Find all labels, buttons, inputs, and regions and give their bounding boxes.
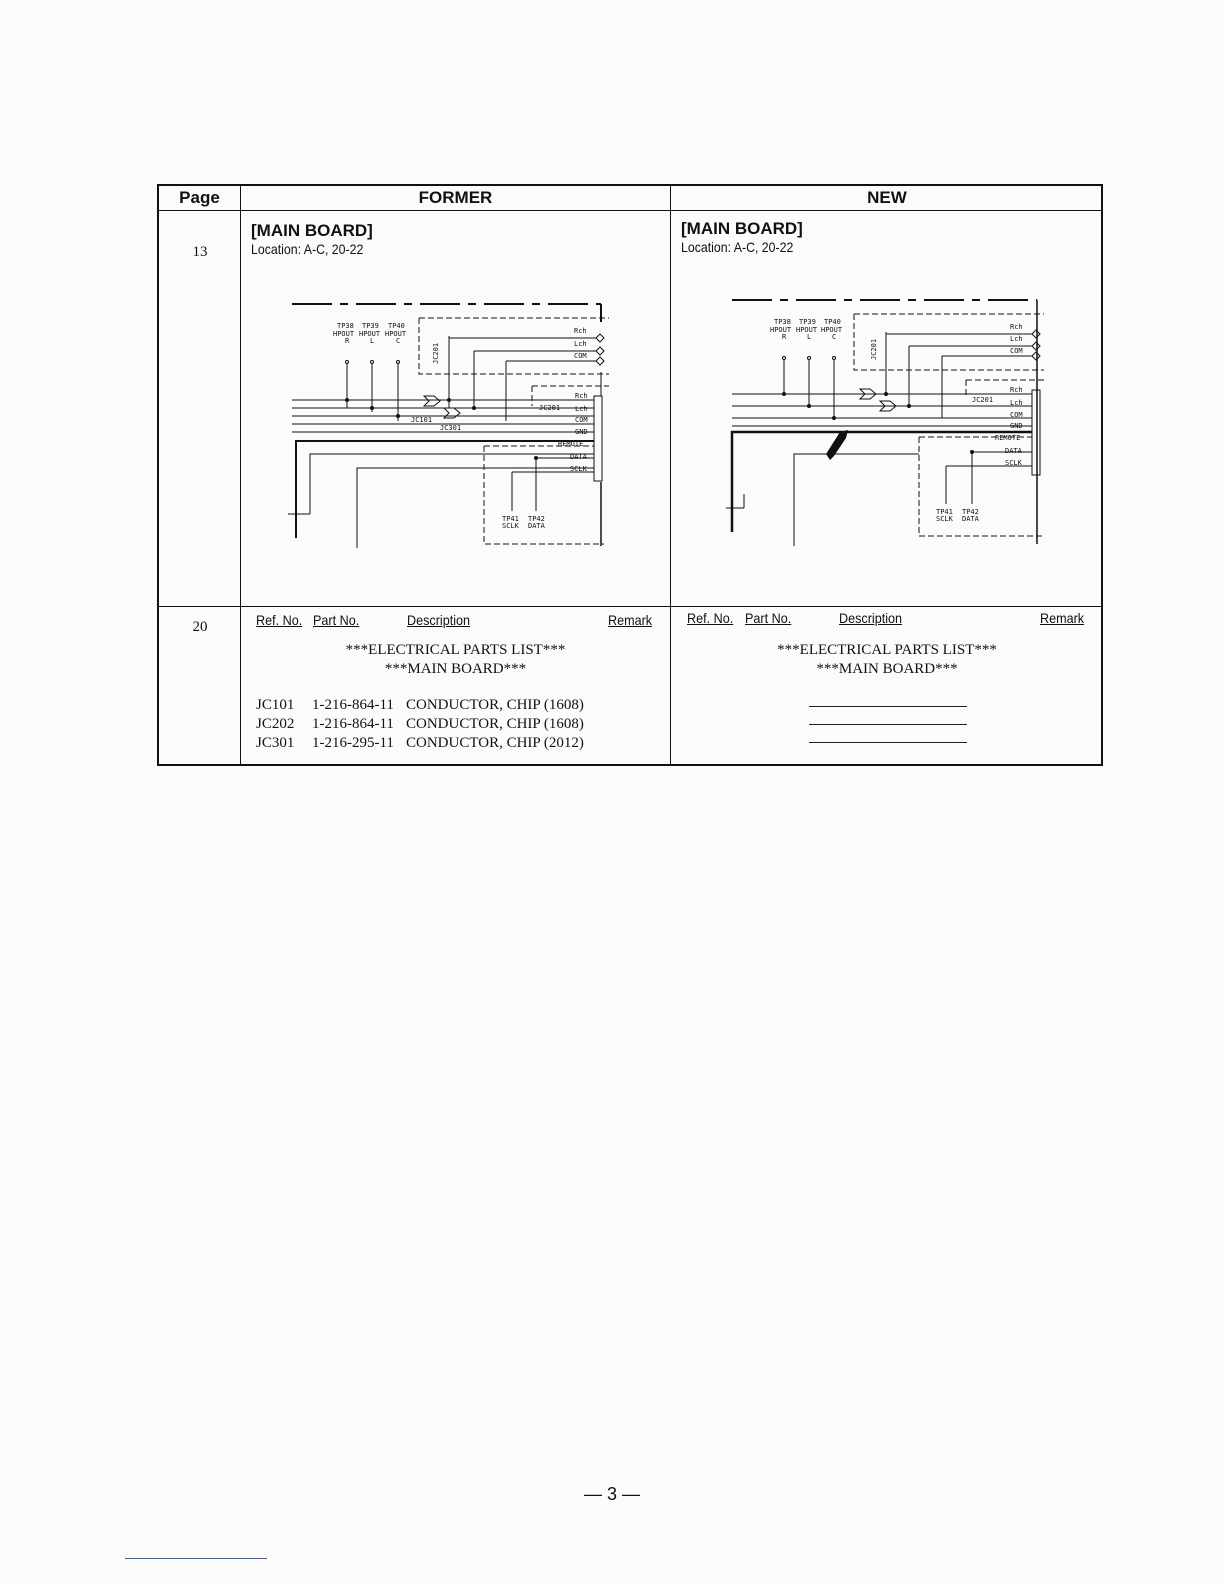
new-sclk-label: SCLK [1005,459,1022,467]
pointer-hand-icon [826,430,848,460]
former-col-desc: Description [407,612,471,628]
former-location: Location: A-C, 20-22 [251,241,364,257]
new-ch-label: R [782,333,787,341]
new-jc201-lower: JC201 [972,396,994,404]
former-tp40-label: TP40 [388,322,405,330]
header-former: FORMER [418,188,493,207]
former-sclk-label: SCLK [570,465,587,473]
former-col-remark: Remark [608,612,653,628]
former-hpout-label: HPOUT [333,330,355,338]
former-tp41-label: TP41 [502,515,519,523]
former-part-desc: CONDUCTOR, CHIP (2012) [406,735,584,751]
former-com-label: COM [574,352,587,360]
page-number-row1: 13 [192,244,208,260]
new-location: Location: A-C, 20-22 [681,239,794,255]
new-lch-lower: Lch [1010,399,1023,407]
former-part-no: 1-216-864-11 [312,716,394,732]
new-hpout-label: HPOUT [796,326,818,334]
new-lch-label: Lch [1010,335,1023,343]
former-hpout-label: HPOUT [359,330,381,338]
former-board-title: [MAIN BOARD] [251,221,373,240]
former-ch-label: C [396,337,401,345]
former-data-sub: DATA [528,522,545,530]
page-footer-number: — 3 — [583,1484,640,1504]
deleted-line [809,724,967,725]
former-part-desc: CONDUCTOR, CHIP (1608) [406,716,584,732]
former-part-no: 1-216-295-11 [312,735,394,751]
former-rch-lower: Rch [575,392,588,400]
change-table [157,184,1103,766]
new-tp40-label: TP40 [824,318,841,326]
former-part-ref: JC101 [256,697,295,713]
former-schematic [274,296,624,551]
new-col-ref: Ref. No. [687,610,734,626]
former-tp39-label: TP39 [362,322,379,330]
new-gnd-label: GND [1010,422,1023,430]
former-jc101-label: JC101 [411,416,433,424]
former-part-no: 1-216-864-11 [312,697,394,713]
former-col-part: Part No. [313,612,360,628]
new-tp39-label: TP39 [799,318,816,326]
new-rch-lower: Rch [1010,386,1023,394]
new-tp41-label: TP41 [936,508,953,516]
former-sclk-sub: SCLK [502,522,519,530]
new-data-label: DATA [1005,447,1022,455]
new-jc201-upper: JC201 [870,338,878,360]
header-divider [159,210,1101,211]
former-jc201-upper: JC201 [432,342,440,364]
new-board-title: [MAIN BOARD] [681,219,803,238]
former-gnd-label: GND [575,428,588,436]
former-jc301-label: JC301 [440,424,462,432]
new-list-title: ***ELECTRICAL PARTS LIST*** [777,642,997,658]
new-col-part: Part No. [745,610,792,626]
new-ch-label: L [807,333,812,341]
new-board-line: ***MAIN BOARD*** [816,661,958,677]
new-hpout-label: HPOUT [821,326,843,334]
former-board-line: ***MAIN BOARD*** [384,661,527,677]
former-hpout-label: HPOUT [385,330,407,338]
new-com-label: COM [1010,347,1023,355]
new-schematic [714,294,1064,549]
new-col-remark: Remark [1040,610,1085,626]
new-com-lower: COM [1010,411,1023,419]
new-tp42-label: TP42 [962,508,979,516]
deleted-line [809,706,967,707]
former-part-ref: JC301 [256,735,295,751]
former-tp38-label: TP38 [337,322,354,330]
page-number-row2: 20 [192,619,208,635]
former-list-title: ***ELECTRICAL PARTS LIST*** [345,642,566,658]
header-page: Page [179,188,220,207]
header-new: NEW [867,188,907,207]
new-hpout-label: HPOUT [770,326,792,334]
former-data-label: DATA [570,453,587,461]
new-rch-label: Rch [1010,323,1023,331]
former-tp42-label: TP42 [528,515,545,523]
former-ch-label: R [345,337,350,345]
new-col-desc: Description [839,610,903,626]
former-lch-label: Lch [574,340,587,348]
former-lch-lower: Lch [575,405,588,413]
deleted-line [809,742,967,743]
new-sclk-sub: SCLK [936,515,953,523]
row-divider [159,606,1101,607]
former-jc201-lower: JC201 [539,404,561,412]
former-part-desc: CONDUCTOR, CHIP (1608) [406,697,584,713]
former-part-ref: JC202 [256,716,295,732]
new-tp38-label: TP38 [774,318,791,326]
former-com-lower: COM [575,416,588,424]
scan-edge-line [125,1558,267,1559]
new-data-sub: DATA [962,515,979,523]
former-remote-label: REMOTE [558,440,584,448]
new-ch-label: C [832,333,837,341]
former-rch-label: Rch [574,327,587,335]
new-remote-label: REMOTE [995,434,1021,442]
former-ch-label: L [370,337,375,345]
former-col-ref: Ref. No. [256,612,303,628]
